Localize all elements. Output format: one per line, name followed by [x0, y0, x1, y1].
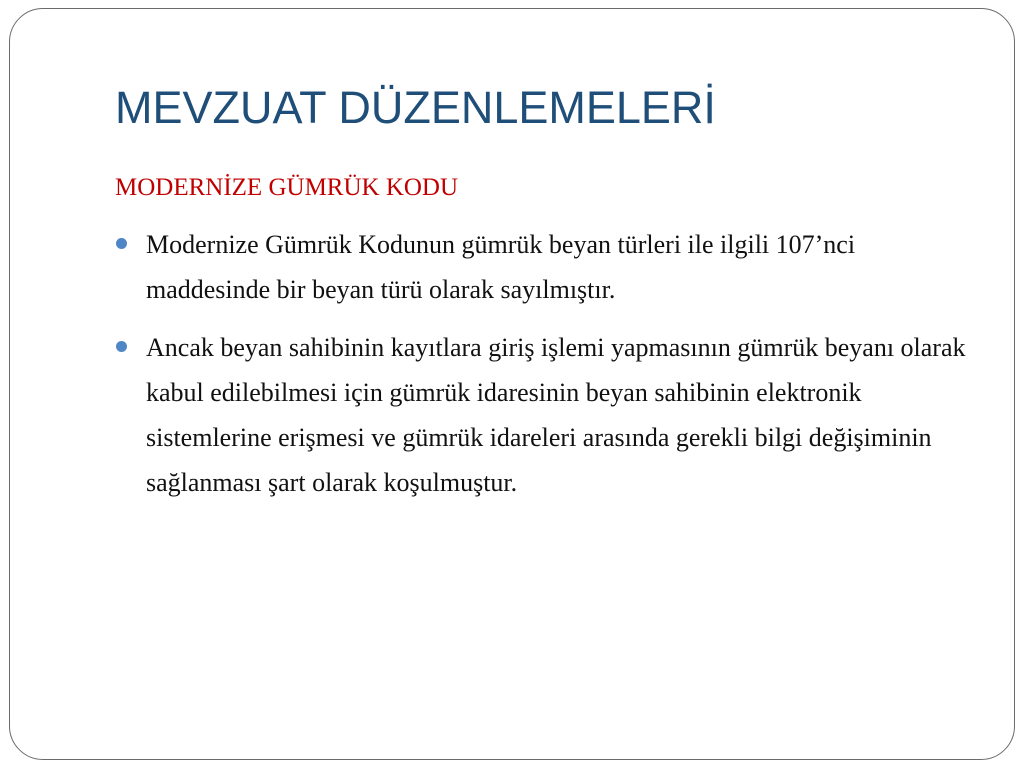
bullet-dot-icon: [116, 238, 127, 249]
bullet-dot-icon: [116, 341, 127, 352]
bullet-text: Modernize Gümrük Kodunun gümrük beyan türleri ile ilgili 107’nci maddesinde bir beyan türü olarak sayılmıştır.: [146, 230, 856, 304]
bullet-list: [115, 222, 975, 518]
slide-title: MEVZUAT DÜZENLEMELERİ: [115, 82, 716, 133]
bullet-text: Ancak beyan sahibinin kayıtlara giriş işlemi yapmasının gümrük beyanı olarak kabul edilebilmesi için gümrük idaresinin beyan sahibinin elektronik sistemlerine erişmesi ve gümrük idareleri arasında gerekli bilgi değişiminin sağlanması şart olarak koşulmuştur.: [146, 333, 966, 497]
bullet-item: [115, 325, 975, 505]
slide-subtitle: MODERNİZE GÜMRÜK KODU: [115, 174, 459, 201]
bullet-item: [115, 222, 975, 312]
